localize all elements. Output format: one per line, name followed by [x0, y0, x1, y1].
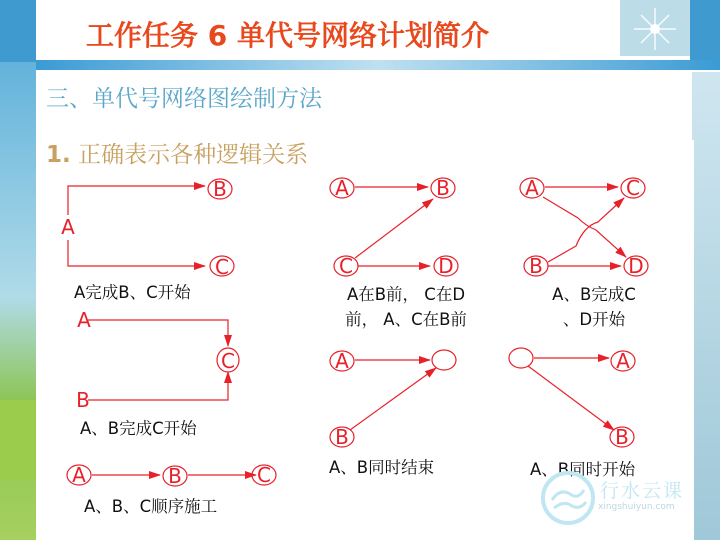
slide-title: 工作任务 6 单代号网络计划简介	[86, 19, 489, 52]
d7-caption: A、B、C顺序施工	[84, 497, 218, 516]
d2-caption-line1: A在B前， C在D	[346, 285, 466, 304]
d1-edge-a-c	[68, 240, 205, 266]
d6-edge-start-b	[528, 366, 614, 430]
d7-label-a: A	[72, 463, 86, 487]
d5-label-a: A	[335, 349, 349, 373]
d1-label-b: B	[213, 177, 227, 201]
d1-label-c: C	[215, 255, 229, 279]
d3-label-b: B	[529, 254, 543, 278]
point-text: 正确表示各种逻辑关系	[78, 142, 309, 168]
d3-caption-line2: 、D开始	[562, 310, 626, 329]
d2-label-a: A	[335, 176, 349, 200]
d2-edge-c-b	[355, 199, 433, 258]
d4-edge-a-c	[88, 320, 228, 346]
d2-caption-line2: 前， A、C在B前	[345, 310, 467, 329]
d3-caption	[514, 282, 674, 332]
d4-edge-b-c	[88, 372, 228, 400]
d2-label-b: B	[436, 176, 450, 200]
d4-label-b: B	[76, 388, 90, 412]
d2-label-c: C	[339, 254, 353, 278]
d6-caption: A、B同时开始	[530, 460, 636, 479]
d5-label-b: B	[335, 425, 349, 449]
d5-node-end	[432, 350, 456, 370]
d1-caption: A完成B、C开始	[74, 283, 191, 302]
point-number: 1.	[46, 142, 71, 168]
d3-caption-line1: A、B完成C	[552, 285, 636, 304]
d1-edge-a-b	[68, 186, 205, 215]
d3-edge-b-c	[548, 198, 624, 262]
d6-label-a: A	[616, 349, 630, 373]
d1-label-a: A	[61, 215, 75, 239]
d4-label-a: A	[77, 308, 91, 332]
d2-label-d: D	[438, 254, 454, 278]
watermark-logo-icon	[540, 470, 596, 526]
d6-node-start	[509, 348, 533, 368]
watermark-brand: 行水云课	[600, 480, 685, 502]
d3-label-c: C	[626, 176, 640, 200]
d7-label-c: C	[257, 463, 271, 487]
watermark-url: xingshuiyun.com	[598, 502, 675, 512]
d2-caption	[316, 282, 496, 332]
d3-label-d: D	[628, 254, 644, 278]
d7-label-b: B	[168, 464, 182, 488]
d4-caption: A、B完成C开始	[80, 419, 197, 438]
d5-edge-b-end	[350, 368, 436, 430]
d3-edge-a-d	[543, 197, 626, 257]
d6-label-b: B	[615, 425, 629, 449]
d4-label-c: C	[221, 349, 235, 373]
d3-label-a: A	[525, 176, 539, 200]
d5-caption: A、B同时结束	[329, 458, 435, 477]
section-heading: 三、单代号网络图绘制方法	[46, 86, 322, 112]
